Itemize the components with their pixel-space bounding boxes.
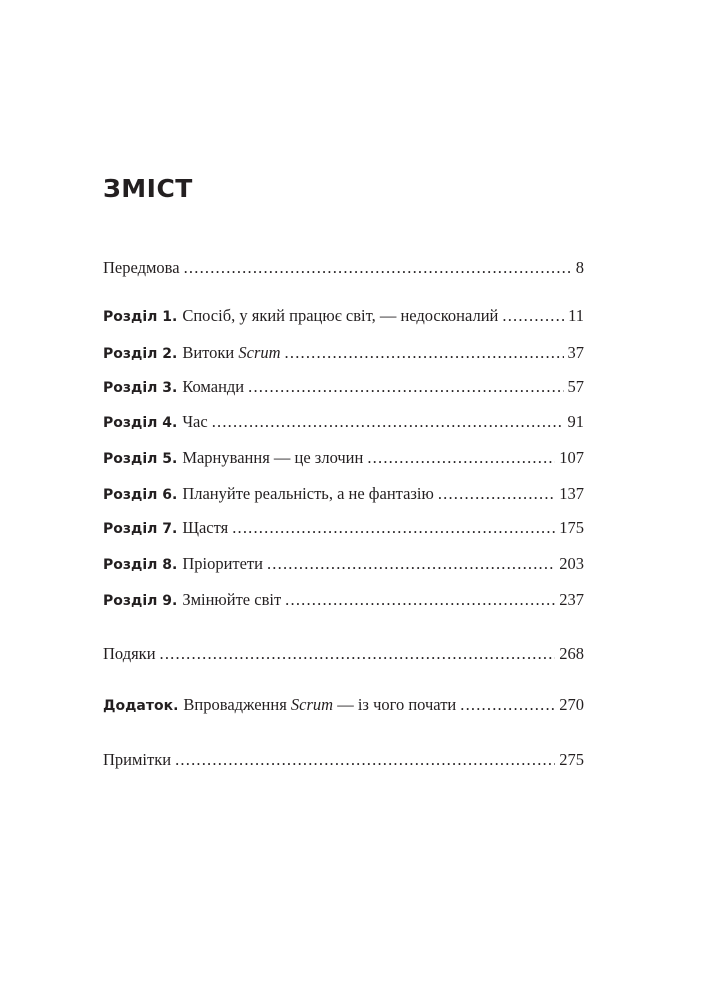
- dot-leader: [248, 377, 563, 397]
- toc-entry-foreword[interactable]: [103, 258, 584, 278]
- toc-entry-appendix[interactable]: [103, 695, 584, 716]
- toc-entry-title: Щастя: [182, 518, 229, 537]
- toc-page-number: 268: [559, 644, 584, 663]
- toc-entry-title: Спосіб, у який працює світ, — недосконалий: [182, 306, 499, 325]
- toc-entry-notes[interactable]: [103, 750, 584, 770]
- toc-entry-title: Впровадження Scrum — із чого почати: [183, 695, 457, 714]
- toc-page-number: 57: [567, 377, 584, 396]
- toc-page-number: 175: [559, 518, 584, 537]
- toc-page-number: 237: [559, 590, 584, 609]
- toc-entry-chapter-3[interactable]: [103, 377, 584, 398]
- dot-leader: [367, 448, 555, 468]
- toc-entry-prefix: Розділ 8.: [103, 557, 178, 573]
- dot-leader: [232, 518, 555, 538]
- dot-leader: [438, 484, 555, 504]
- toc-entry-title: Подяки: [103, 644, 156, 663]
- toc-entry-title: Змінюйте світ: [182, 590, 282, 609]
- toc-entry-prefix: Розділ 1.: [103, 309, 178, 325]
- toc-entry-chapter-4[interactable]: [103, 412, 584, 433]
- toc-entry-prefix: Розділ 9.: [103, 593, 178, 609]
- toc-entry-title: Витоки Scrum: [182, 343, 281, 362]
- toc-entry-prefix: Розділ 3.: [103, 380, 178, 396]
- dot-leader: [212, 412, 564, 432]
- toc-page-number: 91: [567, 412, 584, 431]
- toc-entry-chapter-1[interactable]: [103, 306, 584, 327]
- dot-leader: [285, 590, 555, 610]
- toc-entry-chapter-9[interactable]: [103, 590, 584, 611]
- toc-entry-title: Примітки: [103, 750, 172, 769]
- toc-entry-chapter-2[interactable]: [103, 343, 584, 364]
- toc-entry-prefix: Додаток.: [103, 698, 179, 714]
- toc-entry-chapter-5[interactable]: [103, 448, 584, 469]
- dot-leader: [460, 695, 555, 715]
- toc-page-number: 137: [559, 484, 584, 503]
- dot-leader: [285, 343, 564, 363]
- toc-entry-prefix: Розділ 4.: [103, 415, 178, 431]
- dot-leader: [502, 306, 564, 326]
- toc-page-number: 203: [559, 554, 584, 573]
- toc-page-number: 107: [559, 448, 584, 467]
- toc-page-number: 275: [559, 750, 584, 769]
- toc-entry-title: Передмова: [103, 258, 180, 277]
- toc-page-number: 8: [575, 258, 584, 277]
- dot-leader: [267, 554, 555, 574]
- toc-entry-title: Марнування — це злочин: [182, 448, 364, 467]
- toc-page-number: 270: [559, 695, 584, 714]
- toc-entry-prefix: Розділ 5.: [103, 451, 178, 467]
- toc-entry-title: Пріоритети: [182, 554, 263, 573]
- dot-leader: [160, 644, 556, 664]
- toc-entry-prefix: Розділ 7.: [103, 521, 178, 537]
- dot-leader: [175, 750, 555, 770]
- toc-entry-chapter-7[interactable]: [103, 518, 584, 539]
- toc-page-number: 11: [568, 306, 584, 325]
- toc-entry-title: Плануйте реальність, а не фантазію: [182, 484, 434, 503]
- page-title: ЗМІСТ: [103, 174, 193, 203]
- toc-entry-chapter-6[interactable]: [103, 484, 584, 505]
- dot-leader: [184, 258, 572, 278]
- toc-page-number: 37: [567, 343, 584, 362]
- toc-entry-prefix: Розділ 6.: [103, 487, 178, 503]
- toc-entry-title: Час: [182, 412, 208, 431]
- toc-entry-acknowledgements[interactable]: [103, 644, 584, 664]
- toc-entry-prefix: Розділ 2.: [103, 346, 178, 362]
- toc-entry-chapter-8[interactable]: [103, 554, 584, 575]
- toc-entry-title: Команди: [182, 377, 245, 396]
